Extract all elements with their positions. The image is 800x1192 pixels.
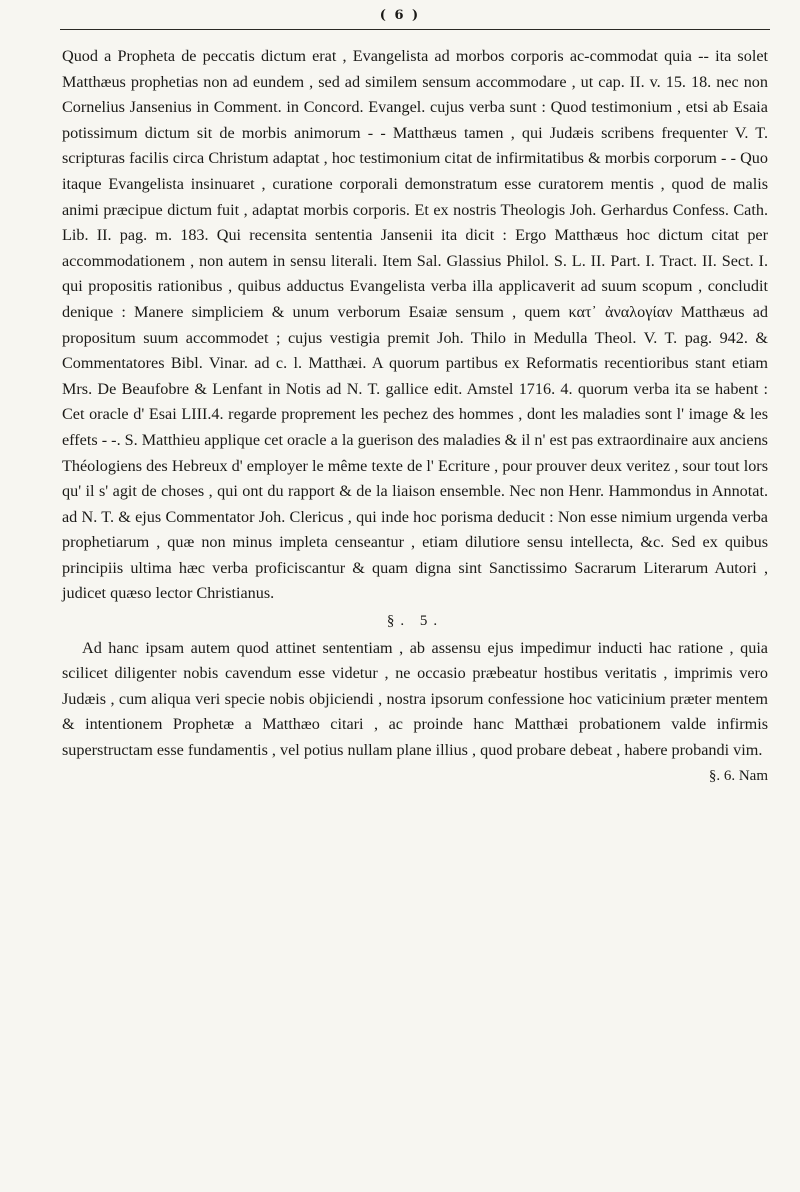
paragraph-1: Quod a Propheta de peccatis dictum erat , Evangelista ad morbos corporis ac-commodat quia -- ita solet Matthæus prophetias non ad eundem , sed ad similem sensum accommodare , ut cap. II. v. 15. 18. nec non Cornelius Jansenius in Comment. in Concord. Evangel. cujus verba sunt : Quod testimonium , etsi ab Esaia potissimum dictum sit de morbis animorum - - Matthæus tamen , qui Judæis scribens frequenter V. T. scripturas facilis circa Christum adaptat , hoc testimonium citat de infirmitatibus & morbis corporum - - Quo itaque Evangelista insinuaret , curatione corporali demonstratum esse curatorem mentis , quod de malis animi præcipue dictum fuit , adaptat morbis corporis. Et ex nostris Theologis Joh. Gerhardus Confess. Cath. Lib. II. pag. m. 183. Qui recensita sententia Jansenii ita dicit : Ergo Matthæus hoc dictum citat per accommodationem , non autem in sensu literali. Item Sal. Glassius Philol. S. L. II. Part. I. Tract. II. Sect. I. qui propositis rationibus , quibus adductus Evangelista verba illa applicaverit ad suum scopum , concludit denique : Manere simpliciem & unum verborum Esaiæ sensum , quem κατ᾽ ἀναλογίαν Matthæus ad propositum suum accommodet ; cujus vestigia premit Joh. Thilo in Medulla Theol. V. T. pag. 942. & Commentatores Bibl. Vinar. ad c. l. Matthæi. A quorum partibus ex Reformatis recentioribus stant etiam Mrs. De Beaufobre & Lenfant in Notis ad N. T. gallice edit. Amstel 1716. 4. quorum verba ita se habent : Cet oracle d' Esai LIII.4. regarde proprement les pechez des hommes , dont les maladies sont l' image & les effets - -. S. Matthieu applique cet oracle a la guerison des maladies & il n' est pas extraordinaire aux anciens Théologiens des Hebreux d' employer le même texte de l' Ecriture , pour prouver deux veritez , sour tout lors qu' il s' agit de choses , qui ont du rapport & de la liaison ensemble. Nec non Henr. Hammondus in Annotat. ad N. T. & ejus Commentator Joh. Clericus , qui inde hoc porisma deducit : Non esse nimium urgenda verba prophetiarum , quæ non minus impleta censeantur , etiam dilutiore sensu intellecta, &c. Sed ex quibus principiis ultima hæc verba proficiscantur & quam digna sint Sanctissimo Sacrarum Literarum Autori , judicet quæso lector Christianus. — [62, 47, 768, 603]
text-body — [62, 44, 768, 789]
running-head: ( 6 ) — [379, 8, 421, 23]
header-rule — [60, 29, 770, 30]
paragraph-2: Ad hanc ipsam autem quod attinet sententiam , ab assensu ejus impedimur inducti hac ratione , quia scilicet diligenter nobis cavendum esse videtur , ne occasio præbeatur hostibus veritatis , imprimis vero Judæis , cum aliqua veri specie nobis objiciendi , nostra ipsorum confessione hoc vaticinium præter mentem & intentionem Prophetæ a Matthæo citari , ac proinde hanc Matthæi probationem valde infirmis superstructam esse fundamentis , vel potius nullam plane illius , quod probare debeat , habere probandi vim. — [62, 638, 768, 760]
section-mark: §. 5. — [386, 613, 444, 630]
catchword: §. 6. Nam — [708, 767, 768, 784]
